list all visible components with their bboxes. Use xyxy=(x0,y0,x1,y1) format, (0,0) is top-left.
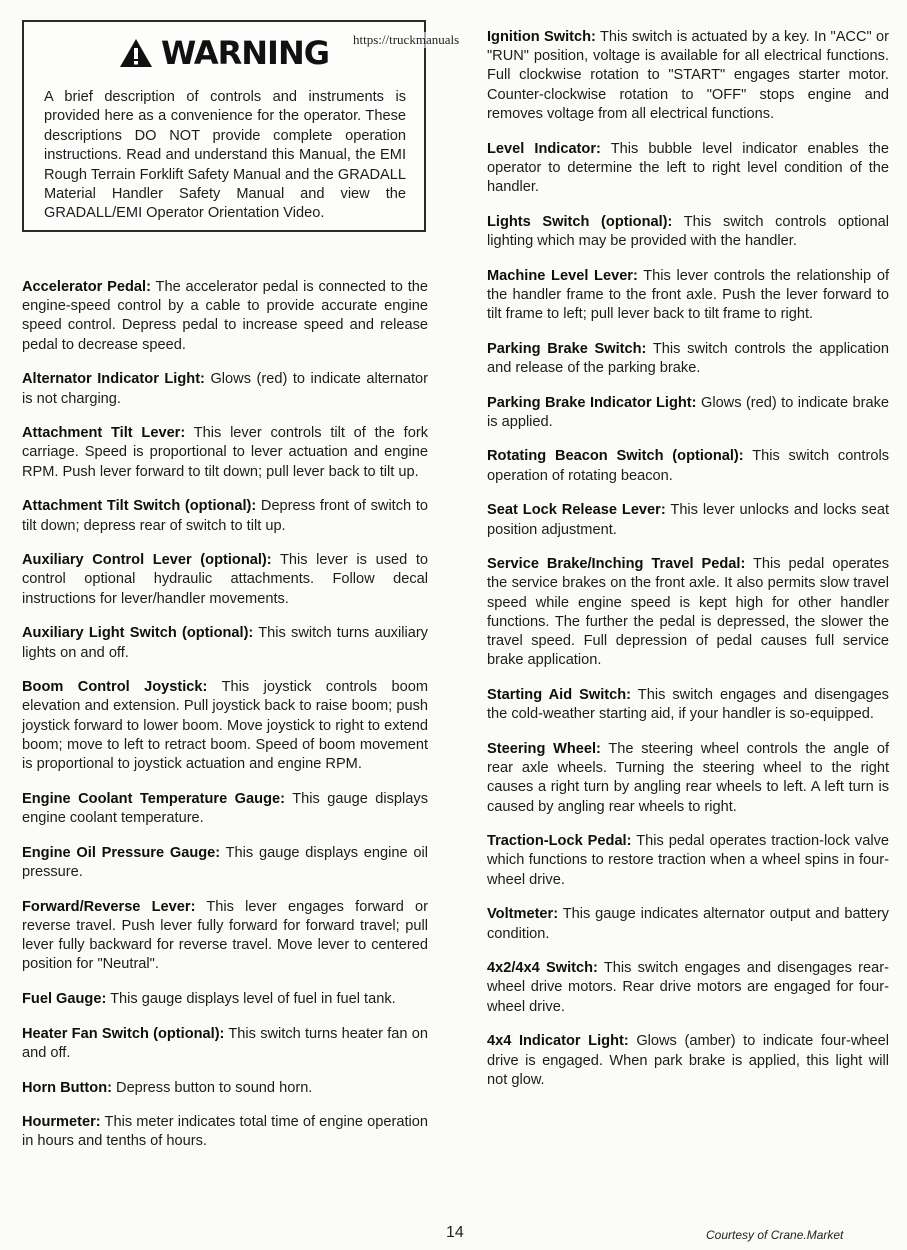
right-column xyxy=(487,28,889,1105)
entry-service-brake-inching-travel-pedal xyxy=(487,555,889,670)
entry-text: The steering wheel controls the angle of rear axle wheels. Turning the steering wheel to the right causes a right turn by angling rear wheels to left. A left turn is caused by angling rear wheels to right. xyxy=(487,740,889,815)
entry-traction-lock-pedal xyxy=(487,832,889,890)
entry-term: Parking Brake Indicator Light: xyxy=(487,394,697,411)
warning-text: A brief description of controls and instruments is provided here as a convenience for the operator. These descriptions DO NOT provide complete operation instructions. Read and understand this Manual, the EMI Rough Terrain Forklift Safety Manual and the GRADALL Material Handler Safety Manual and view the GRADALL/EMI Operator Orientation Video. xyxy=(44,89,406,222)
entry-term: Accelerator Pedal: xyxy=(22,279,151,295)
warning-triangle-icon xyxy=(119,38,153,68)
entry-term: Rotating Beacon Switch (optional): xyxy=(487,448,744,465)
entry-term: Horn Button: xyxy=(22,1079,112,1096)
entry-alternator-indicator-light xyxy=(22,370,428,408)
entry-text: This pedal operates the service brakes on the front axle. It also permits slow travel speed while engine speed is kept high for other handler functions. The further the pedal is depressed, the slower the travel speed. Full depression of pedal causes full service brake application. xyxy=(487,556,890,669)
entry-term: Fuel Gauge: xyxy=(22,990,107,1007)
entry-steering-wheel xyxy=(487,740,889,817)
entry-seat-lock-release-lever xyxy=(487,501,889,539)
entry-text: This switch engages and disengages the cold-weather starting aid, if your handler is so-equipped. xyxy=(487,686,889,723)
entry-term: Starting Aid Switch: xyxy=(487,686,632,703)
entry-text: This gauge indicates alternator output and battery condition. xyxy=(487,906,889,942)
entry-term: Traction-Lock Pedal: xyxy=(487,833,632,850)
entry-term: Seat Lock Release Lever: xyxy=(487,502,666,519)
entry-term: 4x2/4x4 Switch: xyxy=(487,960,598,977)
entry-term: Parking Brake Switch: xyxy=(487,340,647,357)
entry-text: This lever controls the relationship of the handler frame to the front axle. Push the lever forward to tilt frame to left; pull lever back to tilt frame to right. xyxy=(487,267,890,322)
entry-horn-button xyxy=(22,1079,428,1098)
entry-text: This meter indicates total time of engine operation in hours and tenths of hours. xyxy=(22,1114,429,1150)
entry-term: Heater Fan Switch (optional): xyxy=(22,1025,225,1042)
entry-rotating-beacon-switch xyxy=(487,447,889,485)
entry-text: This lever is used to control optional hydraulic attachments. Follow decal instructions for lever/handler movements. xyxy=(22,552,429,607)
entry-term: Steering Wheel: xyxy=(487,740,601,757)
entry-text: This switch controls the application and release of the parking brake. xyxy=(487,340,889,376)
entry-ignition-switch xyxy=(487,28,889,124)
warning-title: WARNING xyxy=(161,34,329,72)
entry-auxiliary-control-lever xyxy=(22,551,428,609)
entry-text: This switch is actuated by a key. In "ACC" or "RUN" position, voltage is available for all electrical functions. Full clockwise rotation to "START" engages starter motor. Counter-clockwise rotation to "OFF" stops engine and removes voltage from all electrical functions. xyxy=(487,29,889,122)
warning-box xyxy=(22,20,426,232)
entry-text: Depress button to sound horn. xyxy=(116,1079,313,1096)
left-column xyxy=(22,278,428,1167)
entry-attachment-tilt-lever xyxy=(22,424,428,482)
entry-text: This lever engages forward or reverse travel. Push lever fully forward for forward travel; pull lever fully backward for reverse travel. Move lever to centered position for "Neutral". xyxy=(22,898,428,973)
entry-fuel-gauge xyxy=(22,990,428,1009)
entry-text: This joystick controls boom elevation and extension. Pull joystick back to raise boom; push joystick forward to lower boom. Move joystick to right to extend boom; move to left to retract boom. Speed of boom movement is proportional to joystick actuation and engine RPM. xyxy=(22,679,428,773)
entry-voltmeter xyxy=(487,905,889,943)
entry-term: Service Brake/Inching Travel Pedal: xyxy=(487,556,746,573)
entry-term: 4x4 Indicator Light: xyxy=(487,1033,629,1050)
entry-text: This switch controls optional lighting which may be provided with the handler. xyxy=(487,213,889,249)
entry-text: This gauge displays level of fuel in fuel tank. xyxy=(110,990,396,1007)
entry-text: The accelerator pedal is connected to the engine-speed control by a cable to provide accurate engine speed control. Depress pedal to increase speed and release pedal to decrease speed. xyxy=(22,279,428,353)
entry-engine-oil-pressure-gauge xyxy=(22,844,428,882)
entry-text: This gauge displays engine oil pressure. xyxy=(22,844,428,880)
entry-term: Alternator Indicator Light: xyxy=(22,371,205,388)
entry-heater-fan-switch xyxy=(22,1025,428,1063)
entry-machine-level-lever xyxy=(487,267,889,325)
entry-term: Auxiliary Control Lever (optional): xyxy=(22,552,272,569)
entry-term: Lights Switch (optional): xyxy=(487,213,673,230)
entry-forward-reverse-lever xyxy=(22,898,428,975)
entry-text: Depress front of switch to tilt down; depress rear of switch to tilt up. xyxy=(22,498,428,534)
entry-boom-control-joystick xyxy=(22,678,428,774)
entry-attachment-tilt-switch xyxy=(22,497,428,535)
entry-term: Engine Oil Pressure Gauge: xyxy=(22,844,221,861)
entry-text: This switch controls operation of rotating beacon. xyxy=(487,448,889,484)
entry-accelerator-pedal xyxy=(22,278,428,355)
entry-parking-brake-indicator-light xyxy=(487,394,889,432)
entry-level-indicator xyxy=(487,140,889,198)
entry-term: Auxiliary Light Switch (optional): xyxy=(22,625,254,642)
entry-text: This switch turns auxiliary lights on and off. xyxy=(22,625,428,661)
entry-text: Glows (amber) to indicate four-wheel drive is engaged. When park brake is applied, this light will not glow. xyxy=(487,1033,889,1088)
entry-term: Level Indicator: xyxy=(487,140,601,157)
entry-term: Machine Level Lever: xyxy=(487,267,638,284)
entry-text: This gauge displays engine coolant temperature. xyxy=(22,790,429,826)
entry-term: Ignition Switch: xyxy=(487,29,596,45)
entry-text: Glows (red) to indicate alternator is not charging. xyxy=(22,371,429,407)
entry-engine-coolant-temperature-gauge xyxy=(22,790,428,828)
entry-parking-brake-switch xyxy=(487,340,889,378)
entry-text: This bubble level indicator enables the operator to determine the left to right level condition of the handler. xyxy=(487,140,889,195)
entry-text: This switch engages and disengages rear-wheel drive motors. Rear drive motors are engaged for four-wheel drive. xyxy=(487,960,889,1015)
entry-text: This switch turns heater fan on and off. xyxy=(22,1025,429,1061)
entry-starting-aid-switch xyxy=(487,686,889,724)
entry-4x2-4x4-switch xyxy=(487,959,889,1017)
entry-term: Engine Coolant Temperature Gauge: xyxy=(22,790,285,807)
entry-term: Attachment Tilt Switch (optional): xyxy=(22,498,257,515)
entry-text: This lever controls tilt of the fork carriage. Speed is proportional to lever actuation and engine RPM. Push lever forward to tilt down; pull lever back to tilt up. xyxy=(22,425,428,480)
entry-term: Voltmeter: xyxy=(487,906,559,923)
courtesy-credit: Courtesy of Crane.Market xyxy=(706,1228,844,1242)
entry-term: Forward/Reverse Lever: xyxy=(22,898,196,915)
entry-text: This pedal operates traction-lock valve which functions to restore traction when a wheel spins in four-wheel drive. xyxy=(487,833,889,888)
page-number: 14 xyxy=(446,1224,464,1241)
entry-term: Attachment Tilt Lever: xyxy=(22,425,186,442)
entry-term: Boom Control Joystick: xyxy=(22,679,208,696)
watermark-url: https://truckmanuals xyxy=(353,32,460,47)
entry-hourmeter xyxy=(22,1113,428,1151)
entry-auxiliary-light-switch xyxy=(22,624,428,662)
entry-text: Glows (red) to indicate brake is applied. xyxy=(487,394,890,430)
entry-text: This lever unlocks and locks seat position adjustment. xyxy=(487,502,890,538)
entry-lights-switch xyxy=(487,213,889,251)
entry-4x4-indicator-light xyxy=(487,1032,889,1090)
entry-term: Hourmeter: xyxy=(22,1114,101,1131)
